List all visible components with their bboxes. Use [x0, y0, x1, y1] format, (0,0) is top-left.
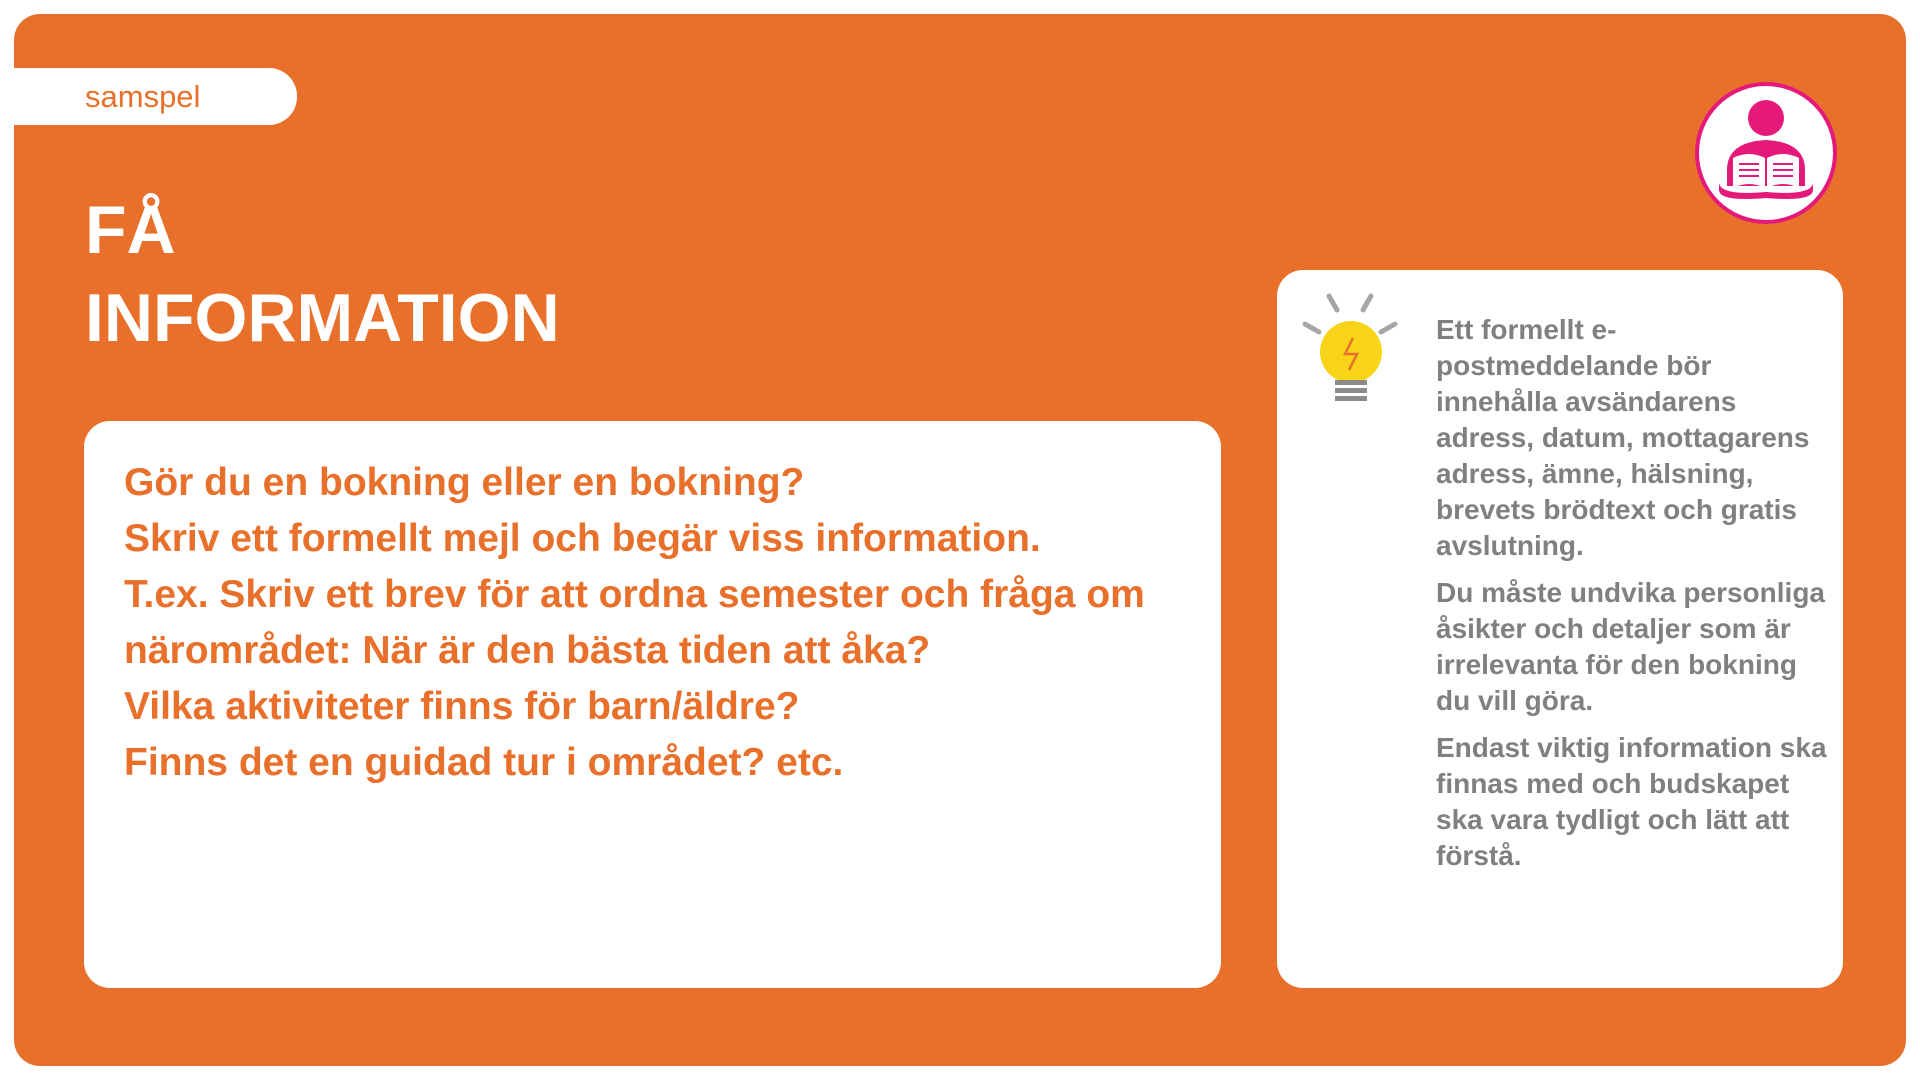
main-line: Finns det en guidad tur i området? etc. — [124, 741, 844, 784]
tip-card — [1277, 270, 1843, 988]
category-tag-label: samspel — [85, 78, 201, 114]
main-line: Gör du en bokning eller en bokning? — [124, 461, 805, 504]
main-text — [124, 455, 1181, 791]
title-line-2: INFORMATION — [85, 280, 560, 356]
slide — [14, 14, 1906, 1066]
lightbulb-icon — [1299, 290, 1399, 410]
title-line-1: FÅ — [85, 192, 176, 268]
tip-paragraph: Ett formellt e-postmeddelande bör innehålla avsändarens adress, datum, mottagarens adress, ämne, hälsning, brevets brödtext och gratis avslutning. — [1436, 314, 1810, 561]
page-title — [85, 186, 560, 362]
main-card — [84, 421, 1221, 988]
tip-paragraph: Du måste undvika personliga åsikter och detaljer som är irrelevanta för den bokning du vill göra. — [1436, 577, 1825, 716]
tip-text — [1436, 312, 1836, 885]
tip-paragraph: Endast viktig information ska finnas med och budskapet ska vara tydligt och lätt att förstå. — [1436, 732, 1827, 871]
main-line: Skriv ett formellt mejl och begär viss information. — [124, 517, 1041, 560]
category-tag — [14, 68, 297, 125]
reader-icon-graphic — [1699, 86, 1833, 220]
main-line: T.ex. Skriv ett brev för att ordna semester och fråga om närområdet: När är den bästa tiden att åka? — [124, 573, 1145, 672]
main-line: Vilka aktiviteter finns för barn/äldre? — [124, 685, 800, 728]
reader-icon — [1695, 82, 1837, 224]
